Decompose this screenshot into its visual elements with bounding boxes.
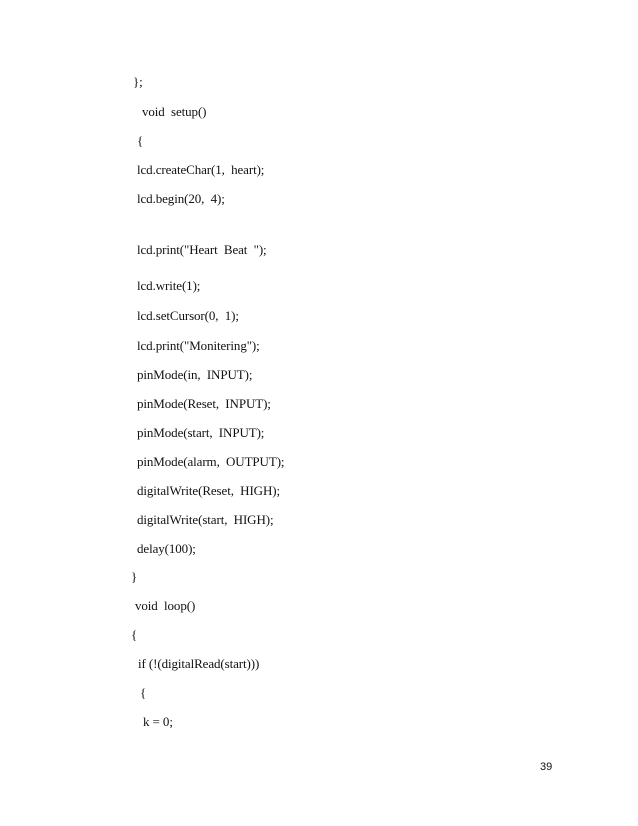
code-line: if (!(digitalRead(start))) <box>138 656 260 671</box>
code-line: pinMode(start, INPUT); <box>137 425 265 440</box>
code-line: lcd.write(1); <box>137 278 201 293</box>
code-line: { <box>137 133 144 148</box>
code-line: digitalWrite(start, HIGH); <box>137 512 274 527</box>
code-line: delay(100); <box>137 541 196 556</box>
code-line: k = 0; <box>143 714 173 729</box>
code-line: }; <box>133 74 143 89</box>
code-line: { <box>131 627 138 642</box>
code-line: { <box>140 685 147 700</box>
code-line: pinMode(Reset, INPUT); <box>137 396 271 411</box>
code-line: pinMode(alarm, OUTPUT); <box>137 454 285 469</box>
code-line: } <box>131 569 138 584</box>
code-line: lcd.print("Heart Beat "); <box>137 242 267 257</box>
code-line: void loop() <box>135 598 196 613</box>
code-line: void setup() <box>142 104 207 119</box>
code-line: digitalWrite(Reset, HIGH); <box>137 483 280 498</box>
code-line: lcd.begin(20, 4); <box>137 191 225 206</box>
page-number: 39 <box>540 761 553 773</box>
code-line: lcd.setCursor(0, 1); <box>137 308 239 323</box>
code-line: lcd.createChar(1, heart); <box>137 162 265 177</box>
code-line: lcd.print("Monitering"); <box>137 338 260 353</box>
code-line: pinMode(in, INPUT); <box>137 367 253 382</box>
